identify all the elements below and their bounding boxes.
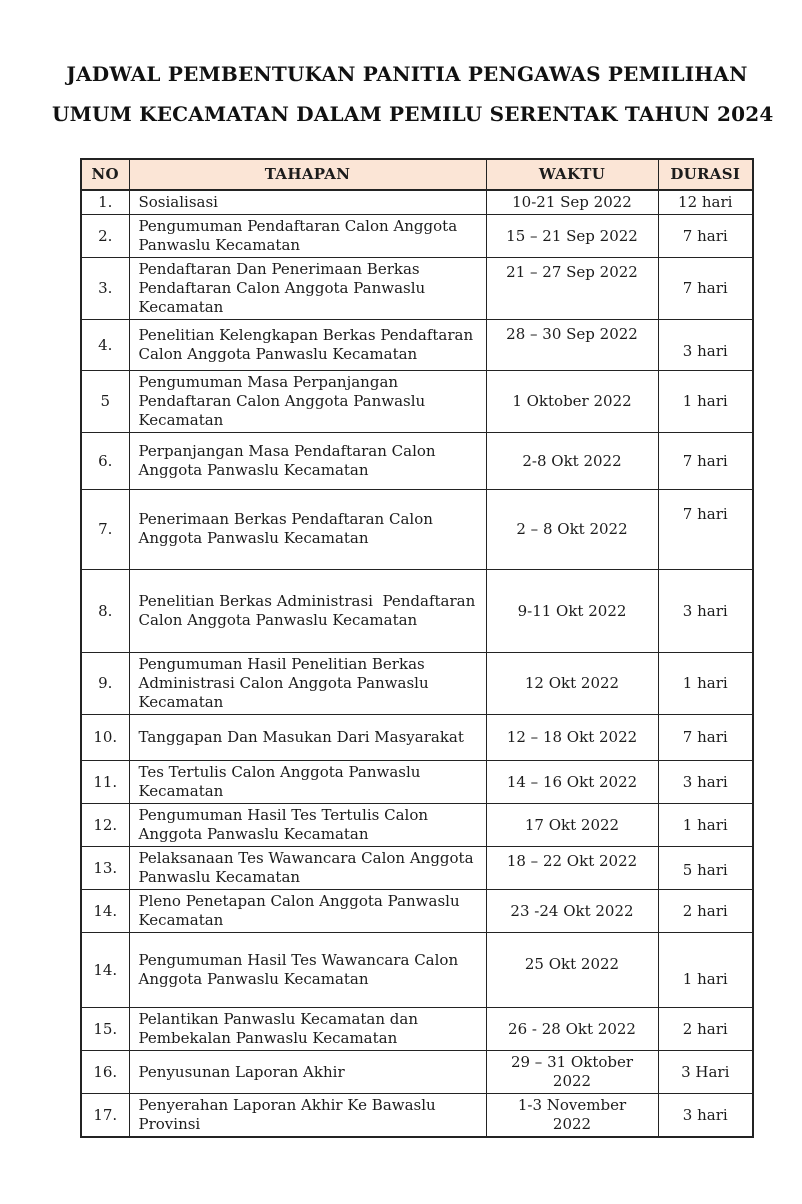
cell-durasi: 7 hari: [658, 715, 753, 761]
table-row: [81, 190, 753, 215]
cell-no: 12.: [81, 804, 129, 847]
cell-tahapan: Pleno Penetapan Calon Anggota Panwaslu Kecamatan: [129, 890, 486, 933]
cell-waktu: 26 - 28 Okt 2022: [486, 1008, 658, 1051]
header-cell-tahapan: TAHAPAN: [129, 159, 486, 190]
document-title: [52, 54, 774, 134]
cell-durasi: 2 hari: [658, 1008, 753, 1051]
cell-waktu: 1-3 November 2022: [486, 1094, 658, 1138]
table-row: [81, 490, 753, 570]
table-row: [81, 371, 753, 433]
cell-durasi: 7 hari: [658, 258, 753, 320]
cell-tahapan: Tanggapan Dan Masukan Dari Masyarakat: [129, 715, 486, 761]
table-row: [81, 320, 753, 371]
cell-waktu: 2-8 Okt 2022: [486, 433, 658, 490]
header-cell-waktu: WAKTU: [486, 159, 658, 190]
cell-tahapan: Penyusunan Laporan Akhir: [129, 1051, 486, 1094]
table-row: [81, 933, 753, 1008]
cell-waktu: 15 – 21 Sep 2022: [486, 215, 658, 258]
cell-tahapan: Pendaftaran Dan Penerimaan Berkas Pendaftaran Calon Anggota Panwaslu Kecamatan: [129, 258, 486, 320]
cell-tahapan: Penelitian Kelengkapan Berkas Pendaftaran Calon Anggota Panwaslu Kecamatan: [129, 320, 486, 371]
cell-tahapan: Pengumuman Hasil Penelitian Berkas Administrasi Calon Anggota Panwaslu Kecamatan: [129, 653, 486, 715]
cell-durasi: 2 hari: [658, 890, 753, 933]
cell-no: 13.: [81, 847, 129, 890]
cell-waktu: 1 Oktober 2022: [486, 371, 658, 433]
cell-no: 5: [81, 371, 129, 433]
cell-durasi: 1 hari: [658, 371, 753, 433]
cell-waktu: 21 – 27 Sep 2022: [486, 258, 658, 320]
table-header: [81, 159, 753, 190]
cell-durasi: 3 Hari: [658, 1051, 753, 1094]
table-row: [81, 804, 753, 847]
cell-durasi: 1 hari: [658, 804, 753, 847]
cell-durasi: 3 hari: [658, 761, 753, 804]
cell-no: 14.: [81, 933, 129, 1008]
table-row: [81, 215, 753, 258]
cell-waktu: 23 -24 Okt 2022: [486, 890, 658, 933]
cell-no: 4.: [81, 320, 129, 371]
cell-durasi: 1 hari: [658, 933, 753, 1008]
cell-durasi: 7 hari: [658, 490, 753, 570]
table-header-row: [81, 159, 753, 190]
cell-tahapan: Sosialisasi: [129, 190, 486, 215]
cell-no: 7.: [81, 490, 129, 570]
table-row: [81, 715, 753, 761]
table-row: [81, 258, 753, 320]
table-row: [81, 890, 753, 933]
cell-waktu: 2 – 8 Okt 2022: [486, 490, 658, 570]
cell-durasi: 5 hari: [658, 847, 753, 890]
cell-no: 10.: [81, 715, 129, 761]
cell-no: 14.: [81, 890, 129, 933]
cell-durasi: 3 hari: [658, 1094, 753, 1138]
cell-waktu: 28 – 30 Sep 2022: [486, 320, 658, 371]
cell-waktu: 25 Okt 2022: [486, 933, 658, 1008]
page-title-line-2: UMUM KECAMATAN DALAM PEMILU SERENTAK TAHUN 2024: [52, 102, 774, 126]
table-row: [81, 433, 753, 490]
cell-waktu: 17 Okt 2022: [486, 804, 658, 847]
cell-tahapan: Penelitian Berkas Administrasi Pendaftaran Calon Anggota Panwaslu Kecamatan: [129, 570, 486, 653]
cell-durasi: 7 hari: [658, 433, 753, 490]
cell-waktu: 12 Okt 2022: [486, 653, 658, 715]
cell-no: 11.: [81, 761, 129, 804]
cell-no: 17.: [81, 1094, 129, 1138]
page-title-line-1: JADWAL PEMBENTUKAN PANITIA PENGAWAS PEMILIHAN: [66, 62, 748, 86]
cell-tahapan: Pelaksanaan Tes Wawancara Calon Anggota Panwaslu Kecamatan: [129, 847, 486, 890]
cell-durasi: 3 hari: [658, 320, 753, 371]
cell-tahapan: Penyerahan Laporan Akhir Ke Bawaslu Provinsi: [129, 1094, 486, 1138]
table-row: [81, 847, 753, 890]
table-row: [81, 1008, 753, 1051]
cell-tahapan: Pengumuman Pendaftaran Calon Anggota Panwaslu Kecamatan: [129, 215, 486, 258]
cell-durasi: 1 hari: [658, 653, 753, 715]
schedule-table-body: [81, 190, 753, 1137]
cell-durasi: 3 hari: [658, 570, 753, 653]
cell-no: 3.: [81, 258, 129, 320]
cell-tahapan: Pengumuman Hasil Tes Tertulis Calon Anggota Panwaslu Kecamatan: [129, 804, 486, 847]
table-row: [81, 1051, 753, 1094]
table-row: [81, 570, 753, 653]
cell-waktu: 18 – 22 Okt 2022: [486, 847, 658, 890]
cell-tahapan: Perpanjangan Masa Pendaftaran Calon Anggota Panwaslu Kecamatan: [129, 433, 486, 490]
cell-waktu: 10-21 Sep 2022: [486, 190, 658, 215]
cell-no: 8.: [81, 570, 129, 653]
cell-tahapan: Pengumuman Masa Perpanjangan Pendaftaran Calon Anggota Panwaslu Kecamatan: [129, 371, 486, 433]
cell-waktu: 14 – 16 Okt 2022: [486, 761, 658, 804]
cell-waktu: 29 – 31 Oktober 2022: [486, 1051, 658, 1094]
cell-no: 15.: [81, 1008, 129, 1051]
schedule-table: [80, 158, 754, 1138]
cell-waktu: 9-11 Okt 2022: [486, 570, 658, 653]
cell-no: 2.: [81, 215, 129, 258]
cell-tahapan: Tes Tertulis Calon Anggota Panwaslu Kecamatan: [129, 761, 486, 804]
header-cell-no: NO: [81, 159, 129, 190]
cell-no: 9.: [81, 653, 129, 715]
table-row: [81, 761, 753, 804]
cell-durasi: 12 hari: [658, 190, 753, 215]
table-row: [81, 653, 753, 715]
cell-no: 1.: [81, 190, 129, 215]
cell-no: 6.: [81, 433, 129, 490]
header-cell-durasi: DURASI: [658, 159, 753, 190]
cell-durasi: 7 hari: [658, 215, 753, 258]
cell-tahapan: Penerimaan Berkas Pendaftaran Calon Anggota Panwaslu Kecamatan: [129, 490, 486, 570]
cell-waktu: 12 – 18 Okt 2022: [486, 715, 658, 761]
table-row: [81, 1094, 753, 1138]
cell-tahapan: Pelantikan Panwaslu Kecamatan dan Pembekalan Panwaslu Kecamatan: [129, 1008, 486, 1051]
cell-tahapan: Pengumuman Hasil Tes Wawancara Calon Anggota Panwaslu Kecamatan: [129, 933, 486, 1008]
cell-no: 16.: [81, 1051, 129, 1094]
document-page: [0, 54, 802, 1204]
